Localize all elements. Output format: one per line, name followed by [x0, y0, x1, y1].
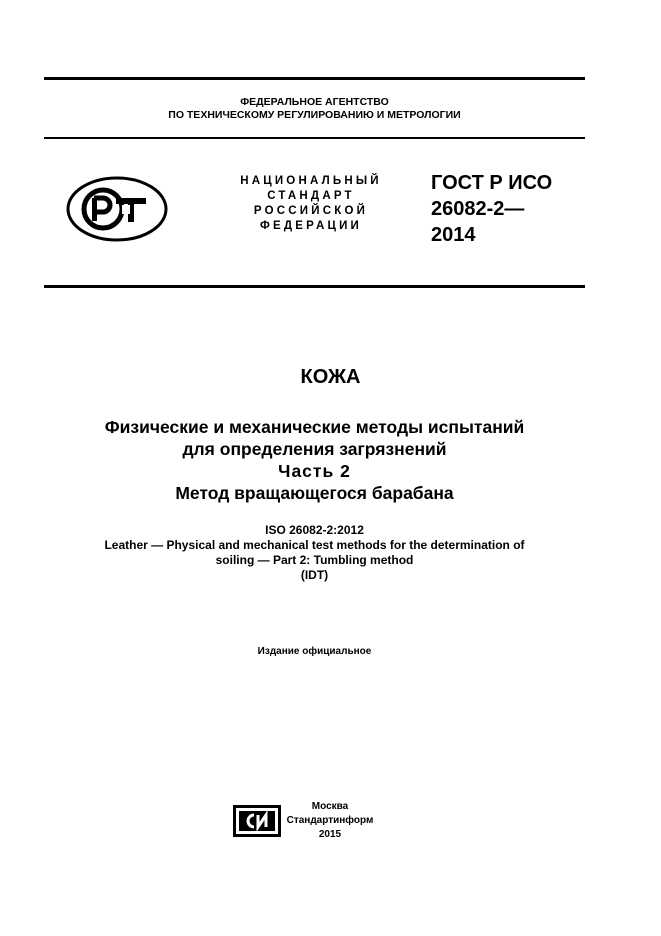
rst-logo-icon	[66, 176, 168, 242]
publisher-info	[282, 800, 378, 842]
document-subtitle	[0, 416, 629, 504]
national-standard-line-3: РОССИЙСКОЙ	[253, 205, 369, 217]
standartinform-logo-icon	[232, 804, 282, 838]
edition-note: Издание официальное	[257, 646, 372, 657]
subtitle-line-3: Часть 2	[278, 461, 351, 481]
agency-header	[44, 96, 585, 122]
designation-line-1: ГОСТ Р ИСО	[431, 172, 553, 194]
standard-designation	[431, 170, 591, 248]
subtitle-line-2: для определения загрязнений	[182, 439, 447, 459]
national-standard-line-4: ФЕДЕРАЦИИ	[259, 220, 363, 232]
agency-line-2: ПО ТЕХНИЧЕСКОМУ РЕГУЛИРОВАНИЮ И МЕТРОЛОГИИ	[168, 109, 461, 121]
agency-line-1: ФЕДЕРАЛЬНОЕ АГЕНТСТВО	[240, 96, 389, 108]
publisher-year: 2015	[318, 829, 342, 840]
top-rule	[44, 77, 585, 80]
national-standard-line-1: НАЦИОНАЛЬНЫЙ	[240, 175, 382, 187]
middle-rule	[44, 137, 585, 139]
national-standard-label	[225, 174, 397, 234]
iso-line-1: ISO 26082-2:2012	[265, 523, 364, 537]
iso-reference	[0, 523, 629, 583]
publisher-name: Стандартинформ	[286, 815, 374, 826]
document-title: КОЖА	[300, 366, 361, 388]
bottom-rule	[44, 285, 585, 288]
publisher-city: Москва	[311, 801, 349, 812]
iso-line-2: Leather — Physical and mechanical test methods for the determination of	[104, 538, 525, 552]
iso-line-4: (IDT)	[300, 568, 329, 582]
subtitle-line-4: Метод вращающегося барабана	[175, 483, 454, 503]
designation-line-2: 26082-2—	[431, 198, 525, 220]
subtitle-line-1: Физические и механические методы испытаний	[104, 417, 525, 437]
iso-line-3: soiling — Part 2: Tumbling method	[215, 553, 414, 567]
designation-line-3: 2014	[431, 224, 476, 246]
national-standard-line-2: СТАНДАРТ	[267, 190, 355, 202]
